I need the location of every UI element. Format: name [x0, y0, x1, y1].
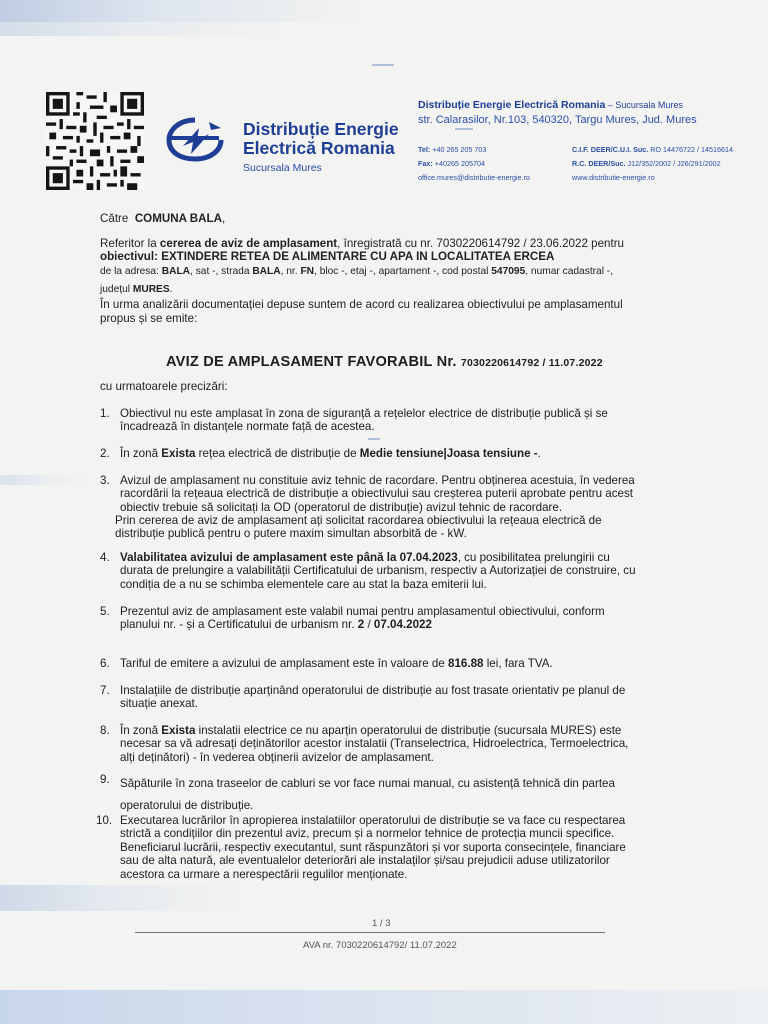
qr-code-icon	[46, 92, 144, 190]
intro-line-1: În urma analizării documentației depuse suntem de acord cu realizarea obiectivului pe amplasamentul	[100, 298, 623, 311]
header-fax	[418, 159, 485, 168]
county-line	[100, 283, 173, 296]
item-line: sau de alta natură, ale eventualelor deteriorări ale instalaților și/sau prejudicii aduse utilizatorilor	[120, 854, 610, 868]
item-line	[120, 551, 670, 564]
item-number: 2.	[100, 447, 110, 460]
address-postal-code: 547095	[491, 266, 526, 277]
header-address: str. Calarasilor, Nr.103, 540320, Targu Mures, Jud. Mures	[418, 114, 697, 126]
item-line: Instalațiile de distribuție aparținând operatorului de distribuție au fost trasate orientativ pe planul de	[120, 684, 626, 697]
item-line: Beneficiarul lucrării, respectiv executantul, sunt răspunzători și vor suporta consecințele, financiare	[120, 840, 626, 854]
address-street: BALA	[252, 266, 281, 277]
brand-subtitle: Sucursala Mures	[243, 162, 322, 174]
scan-streak	[0, 0, 360, 22]
ref-request-type: cererea de aviz de amplasament	[159, 237, 338, 250]
header-phone	[418, 145, 486, 154]
item-emphasis: Valabilitatea avizului de amplasament este până la 07.04.2023	[120, 551, 458, 564]
item-line: Executarea lucrărilor în apropierea instalatiilor operatorului de distribuție se va face cu respectarea	[120, 814, 626, 827]
item-line: Avizul de amplasament nu constituie aviz tehnic de racordare. Pentru obținerea acestuia, în vederea	[120, 474, 635, 487]
recipient-label: Către	[100, 212, 129, 225]
address-locality: BALA	[161, 266, 191, 277]
item-emphasis: 816.88	[448, 657, 484, 670]
ref-text: Referitor la	[100, 237, 160, 250]
title-number: 7030220614792 / 11.07.2022	[460, 357, 603, 369]
item-line: condiția de a nu se schimba elementele care au stat la baza emiterii lui.	[120, 577, 487, 591]
item-line: operatorului de distribuție.	[120, 799, 254, 812]
item-text: În zonă	[120, 724, 162, 737]
phone-label: Tel:	[418, 145, 431, 154]
footer-divider	[135, 932, 605, 933]
cif-label: C.I.F. DEER/C.U.I. Suc.	[572, 145, 649, 154]
item-text: rețea electrică de distribuție de	[195, 447, 360, 460]
item-text: lei, fara TVA.	[483, 657, 553, 670]
item-line: alți deținători) - în vederea obținerii avizelor de amplasament.	[120, 750, 434, 764]
list-item-10	[120, 814, 670, 881]
header-company-name	[418, 99, 683, 111]
item-text: În zonă	[120, 447, 162, 460]
list-item-3-continued	[115, 514, 670, 541]
list-item-4	[120, 551, 670, 591]
objective-value: : EXTINDERE RETEA DE ALIMENTARE CU APA IN LOCALITATEA ERCEA	[154, 250, 555, 263]
list-item-9	[120, 773, 670, 817]
address-text: , nr.	[280, 266, 301, 277]
item-emphasis: 07.04.2022	[373, 618, 432, 632]
rc-value: J12/352/2002 / J26/291/2002	[627, 159, 721, 168]
item-number: 1.	[100, 407, 110, 420]
item-number: 4.	[100, 551, 110, 564]
recipient-name: COMUNA BALA	[134, 212, 222, 225]
item-line: obiectiv trebuie să solicitați la OD (operatorul de distribuție) avizul tehnic de racordare.	[120, 500, 563, 514]
item-number: 9.	[100, 773, 110, 786]
item-text: .	[537, 447, 541, 460]
fax-value: +40265 205704	[434, 159, 485, 168]
document-title	[166, 354, 603, 370]
item-text: Tariful de emitere a avizului de amplasament este în valoare de	[120, 657, 449, 670]
reference-line	[100, 237, 624, 250]
item-line	[120, 618, 670, 631]
recipient	[100, 212, 225, 225]
item-number: 7.	[100, 684, 110, 697]
item-text: , cu posibilitatea prelungirii cu	[457, 551, 610, 564]
brand-line-2: Electrică Romania	[243, 138, 395, 158]
item-line: Prezentul aviz de amplasament este valabil numai pentru amplasamentul obiectivului, conform	[120, 605, 605, 618]
county-value: MURES	[132, 284, 170, 295]
header-cif	[572, 145, 733, 154]
item-emphasis: Medie tensiune|Joasa tensiune -	[359, 447, 538, 460]
page-number: 1 / 3	[372, 918, 391, 929]
item-line: distribuție publică pentru o putere maxim simultan absorbită de - kW.	[115, 527, 467, 541]
item-line: racordării la rețeaua electrică de distribuție a obiectivului sau creșterea puterii aprobate pentru acest	[120, 487, 633, 501]
address-line	[100, 265, 613, 278]
item-line: Săpăturile în zona traseelor de cabluri se vor face numai manual, cu asistență tehnică din partea	[120, 777, 615, 790]
cif-value: RO 14476722 / 14516614	[650, 145, 734, 154]
scan-streak	[0, 22, 280, 36]
address-text: , sat -, strada	[190, 266, 253, 277]
item-line: strictă a condițiilor din prezentul aviz, precum și a normelor tehnice de protecția muncii specifice.	[120, 827, 615, 841]
item-emphasis: Exista	[161, 724, 196, 737]
item-line: acestora ca urmare a nerespectării regulilor menționate.	[120, 867, 408, 881]
objective-label: obiectivul	[100, 250, 155, 263]
list-item-5	[120, 605, 670, 632]
item-text: instalatii electrice ce nu aparțin operatorului de distribuție (sucursala MURES) este	[195, 724, 622, 737]
item-line: Prin cererea de aviz de amplasament ați solicitat racordarea obiectivului la rețeaua electrică de	[115, 514, 602, 527]
item-line: necesar sa vă adresați deținătorilor acestor instalatii (Transelectrica, Hidroelectrica, Termoelectrica,	[120, 737, 629, 751]
item-number: 5.	[100, 605, 110, 618]
address-number: FN	[300, 266, 315, 277]
item-number: 6.	[100, 657, 110, 670]
scan-speck	[372, 64, 394, 66]
company-logo-icon	[165, 116, 225, 162]
brand-line-1: Distribuție Energie	[243, 119, 399, 139]
item-line: Obiectivul nu este amplasat în zona de siguranță a rețelelor electrice de distribuție publică și se	[120, 407, 608, 420]
item-emphasis: 2	[357, 618, 365, 632]
title-text: AVIZ DE AMPLASAMENT FAVORABIL Nr.	[166, 354, 461, 370]
scan-streak	[0, 475, 90, 485]
rc-label: R.C. DEER/Suc.	[572, 159, 626, 168]
item-line: încadrează în distanțele normate față de acestea.	[120, 420, 375, 434]
header-website: www.distributie-energie.ro	[572, 173, 655, 182]
item-line: durata de prelungire a valabilității Certificatului de urbanism, respectiv a Autorizației de construire, cu	[120, 564, 636, 578]
phone-value: +40 265 205 703	[432, 145, 487, 154]
header-email: office.mures@distributie-energie.ro	[418, 173, 530, 182]
item-emphasis: Exista	[161, 447, 196, 460]
address-label: de la adresa:	[100, 266, 162, 277]
footer-reference: AVA nr. 7030220614792/ 11.07.2022	[303, 940, 457, 951]
item-text: planului nr. - și a Certificatului de urbanism nr.	[120, 618, 358, 632]
item-number: 8.	[100, 724, 110, 737]
list-item-3	[120, 474, 670, 514]
objective-line	[100, 250, 554, 263]
brand-name	[243, 120, 399, 158]
list-item-7	[120, 684, 670, 711]
scan-speck	[455, 128, 473, 130]
intro-line-2: propus și se emite:	[100, 312, 198, 325]
header-company-name-text: Distribuție Energie Electrică Romania	[418, 99, 606, 111]
item-line	[120, 724, 670, 737]
address-text: , numar cadastral -,	[525, 266, 614, 277]
address-text: , bloc -, etaj -, apartament -, cod postal	[314, 266, 492, 277]
header-rc	[572, 159, 721, 168]
county-punct: .	[169, 284, 173, 295]
item-number: 3.	[100, 474, 110, 487]
precizari-line: cu urmatoarele precizări:	[100, 380, 228, 393]
fax-label: Fax:	[418, 159, 433, 168]
item-line: situație anexat.	[120, 697, 198, 711]
ref-registration: , înregistrată cu nr. 7030220614792 / 23.06.2022 pentru	[337, 237, 624, 250]
list-item-1	[120, 407, 670, 434]
county-label: județul	[100, 284, 133, 295]
item-text: /	[364, 618, 374, 632]
recipient-punct: ,	[221, 212, 226, 225]
list-item-6	[120, 657, 670, 670]
item-number: 10.	[96, 814, 113, 827]
header-branch-text: – Sucursala Mures	[605, 100, 683, 110]
list-item-8	[120, 724, 670, 764]
scan-streak	[0, 990, 768, 1024]
list-item-2	[120, 447, 670, 460]
scan-streak	[0, 885, 240, 911]
scan-speck	[368, 438, 380, 440]
